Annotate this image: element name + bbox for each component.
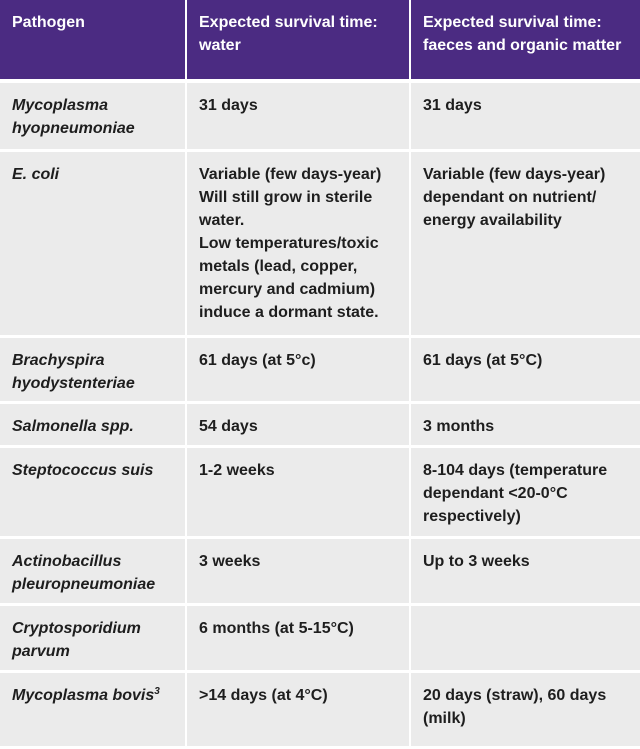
pathogen-cell: Actinobacillus pleuropneumoniae bbox=[0, 537, 186, 604]
cell-text: Up to 3 weeks bbox=[423, 552, 530, 570]
pathogen-cell bbox=[0, 671, 186, 747]
pathogen-cell: Cryptosporidium parvum bbox=[0, 604, 186, 671]
water-cell bbox=[186, 604, 410, 671]
cell-text: 61 days (at 5°c) bbox=[199, 351, 316, 369]
cell-text: 3 weeks bbox=[199, 552, 261, 570]
pathogen-cell: Steptococcus suis bbox=[0, 446, 186, 537]
pathogen-cell: Brachyspira hyodystenteriae bbox=[0, 336, 186, 402]
table-row bbox=[0, 537, 640, 604]
cell-text: 61 days (at 5°C) bbox=[423, 351, 543, 369]
header-faeces: Expected survival time: faeces and organic matter bbox=[410, 0, 640, 81]
faeces-cell bbox=[410, 150, 640, 336]
table-row bbox=[0, 81, 640, 150]
cell-text: >14 days (at 4°C) bbox=[199, 686, 328, 704]
table-row bbox=[0, 402, 640, 446]
cell-text: 3 months bbox=[423, 417, 495, 435]
pathogen-cell: E. coli bbox=[0, 150, 186, 336]
water-cell bbox=[186, 81, 410, 150]
faeces-cell bbox=[410, 402, 640, 446]
cell-text: 31 days bbox=[423, 97, 482, 114]
faeces-cell bbox=[410, 604, 640, 671]
water-cell bbox=[186, 671, 410, 747]
header-water: Expected survival time: water bbox=[186, 0, 410, 81]
header-row bbox=[0, 0, 640, 81]
header-pathogen: Pathogen bbox=[0, 0, 186, 81]
pathogen-cell: Mycoplasma hyopneumoniae bbox=[0, 81, 186, 150]
faeces-cell bbox=[410, 671, 640, 747]
cell-text: Variable (few days-year) dependant on nutrient/ energy availability bbox=[423, 165, 606, 229]
faeces-cell bbox=[410, 81, 640, 150]
cell-text: 8-104 days (temperature dependant <20-0°C respectively) bbox=[423, 461, 608, 525]
cell-text: 31 days bbox=[199, 97, 258, 114]
cell-text: Low temperatures/toxic metals (lead, copper, mercury and cadmium) induce a dormant state. bbox=[199, 234, 379, 321]
table-row bbox=[0, 671, 640, 747]
cell-text: 54 days bbox=[199, 417, 258, 435]
faeces-cell bbox=[410, 537, 640, 604]
cell-text: Variable (few days-year) bbox=[199, 165, 382, 183]
water-cell bbox=[186, 446, 410, 537]
cell-text: 1-2 weeks bbox=[199, 461, 275, 479]
faeces-cell bbox=[410, 336, 640, 402]
water-cell bbox=[186, 537, 410, 604]
water-cell bbox=[186, 402, 410, 446]
cell-text: 6 months (at 5-15°C) bbox=[199, 619, 354, 637]
table-row bbox=[0, 446, 640, 537]
table-row bbox=[0, 336, 640, 402]
table-row bbox=[0, 604, 640, 671]
cell-text: 20 days (straw), 60 days (milk) bbox=[423, 686, 607, 727]
water-cell bbox=[186, 336, 410, 402]
table-row bbox=[0, 150, 640, 336]
cell-text: Will still grow in sterile water. bbox=[199, 188, 373, 229]
pathogen-name: Mycoplasma bovis bbox=[12, 686, 155, 704]
footnote-ref: 3 bbox=[154, 685, 160, 697]
pathogen-cell: Salmonella spp. bbox=[0, 402, 186, 446]
water-cell bbox=[186, 150, 410, 336]
faeces-cell bbox=[410, 446, 640, 537]
